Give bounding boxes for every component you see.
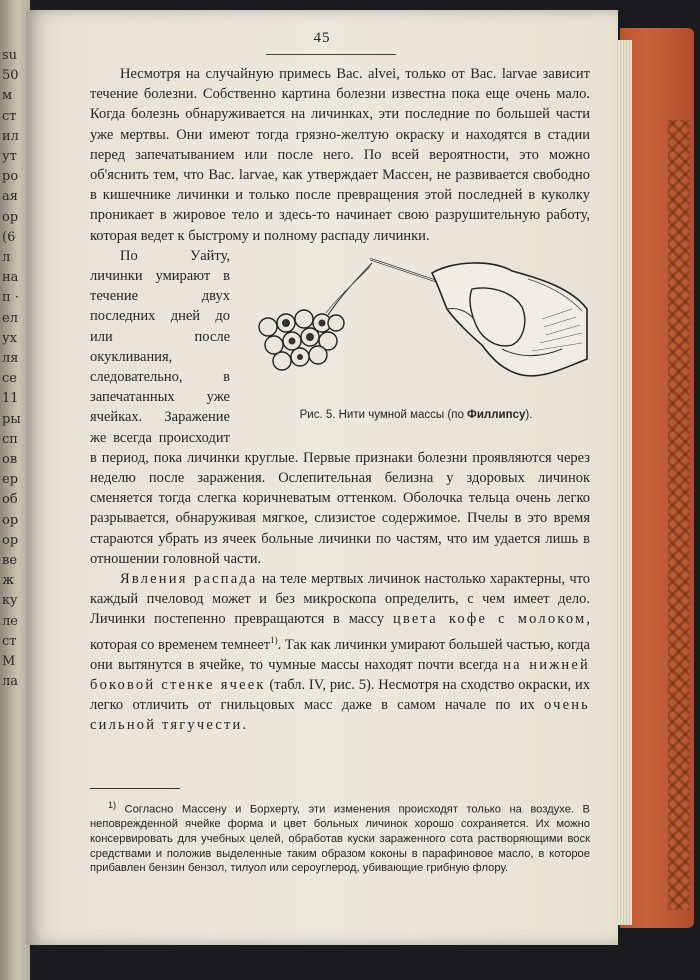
previous-page-fragment: ор [2,209,19,225]
paragraph-3-end: . [242,717,247,734]
previous-page-fragment: на [2,270,19,286]
previous-page-fragment: ля [2,351,19,366]
figure-caption-author: Филлипсу [467,408,526,421]
page-number: 45 [313,30,331,46]
emphasis-viscosity: очень сильной тягучести [90,697,590,734]
previous-page-fragment: се [2,371,17,387]
previous-page-fragment: ов [2,452,18,467]
previous-page-fragment: ла [2,674,19,690]
honeycomb-cells [259,310,344,370]
paragraph-3-text-b: , которая со временем темнеет [90,611,590,653]
cover-pattern [668,120,690,910]
previous-page-fragment: (6 [2,229,16,245]
previous-page-fragment: su [2,48,18,63]
previous-page-fragment: ор [2,512,19,528]
previous-page-fragment: м [2,88,13,104]
previous-page-fragment: ер [2,472,19,488]
previous-page-fragment: ст [2,108,17,124]
previous-page-fragment: ле [2,613,18,629]
paragraph-3 [90,569,590,735]
previous-page-fragment: ве [2,553,18,568]
previous-page-fragment: об [2,492,18,508]
book-page [26,10,618,945]
previous-page-fragment: 11 [2,391,19,407]
figure-caption-suffix: ). [525,408,533,421]
previous-page-fragment: п · [2,290,19,306]
footnote-marker: 1) [108,800,117,810]
previous-page-fragment: л [2,250,11,265]
paragraph-3-text-a: на теле мертвых личинок настолько характерны, что каждый пчеловод может и без микроскопа определить, с чем имеет дело. Личинки постепенно превращаются в массу [90,571,591,628]
figure-caption-prefix: Рис. 5. Нити чумной массы (по [299,408,468,421]
hand-fingers [432,263,587,376]
previous-page-fragment: ая [2,189,18,205]
figure-caption [242,405,590,425]
emphasis-lower-wall: на нижней боковой стенке ячеек [90,656,590,693]
previous-page-fragment: ил [2,128,19,144]
previous-page-fragment: ст [2,633,17,649]
previous-page-fragment: ут [2,149,17,164]
paragraph-2: По Уайту, личинки умирают в течение двух последних дней до или после окукливания, следовательно, в запечатанных уже ячейках. Заражение же всегда происходит в период, пока личинки круглые. Первые признаки болезни проявляются через неделю после заражения. Ослепительная белизна у здоровых личинок сменяется тогда слегка коричневатым оттенком. Оболочка тельца очень легко разрывается, обнаруживая мягкое, слизистое содержимое. Пчелы в это время стараются убрать из ячеек больные личинки по частям, что им удается лишь в отношении головной части. [90,247,590,567]
previous-page-fragment: М [2,654,16,669]
footnote [90,798,590,876]
previous-page-fragment: 50 [2,68,19,84]
figure-illustration [242,249,590,399]
previous-page-fragment: кy [2,593,18,609]
emphasis-decay: Явления распада [120,571,258,588]
previous-page-fragment: ор [2,532,19,548]
body-text [90,64,590,736]
footnote-reference: 1) [270,634,278,645]
footnote-text: Согласно Массену и Борхерту, эти изменения происходят только на воздухе. В неповрежденной ячейке форма и цвет больных личинок хорошо сохраняется. Их можно консервировать для учебных целей, обработав куски зараженного сота растворяющими воск средствами и положив выделенные таким образом коконы в парафиновое масло, в которое прибавлен бензин бензол, тилуол или сероуглерод, убивающие грибную флору. [90,803,591,875]
previous-page-fragment: ж [2,573,14,589]
previous-page-fragment: ух [2,330,17,346]
footnote-rule [90,788,180,789]
paragraph-3-text-c: . Так как личинки умирают большей частью, когда они вытянутся в ячейке, то чумные массы находят почти всегда [90,636,590,673]
sticky-thread [328,263,372,315]
paragraph-1: Несмотря на случайную примесь Bac. alvei, только от Bac. larvae зависит течение болезни. Собственно картина болезни известна пока еще очень мало. Когда болезнь обнаруживается на личинках, эти последние по большей части уже мертвы. Они имеют тогда грязно-желтую окраску и находятся в стадии перед запечатыванием или после него. По всей вероятности, это можно об'яснить тем, что Bac. larvae, как утверждает Массен, не развивается свободно в кишечнике личинки и только после превращения этой последней в куколку проникает в жировое тело и здесь-то начинает свою разрушительную работу, которая ведет к быстрому и полному распаду личинки. [90,66,590,244]
figure-5 [242,249,590,425]
paragraph-3-text-d: (табл. IV, рис. 5). Несмотря на сходство окраски, их легко отличить от гнильцовых масс даже в самом начале по их [90,676,590,714]
previous-page-fragment: сп [2,431,18,447]
previous-page-fragment: ро [2,169,19,185]
previous-page-fragment: ел [2,310,18,326]
emphasis-coffee-color: цвета кофе с молоком [393,611,587,628]
page-number-rule [266,54,396,55]
previous-page-fragment: ры [2,411,21,427]
